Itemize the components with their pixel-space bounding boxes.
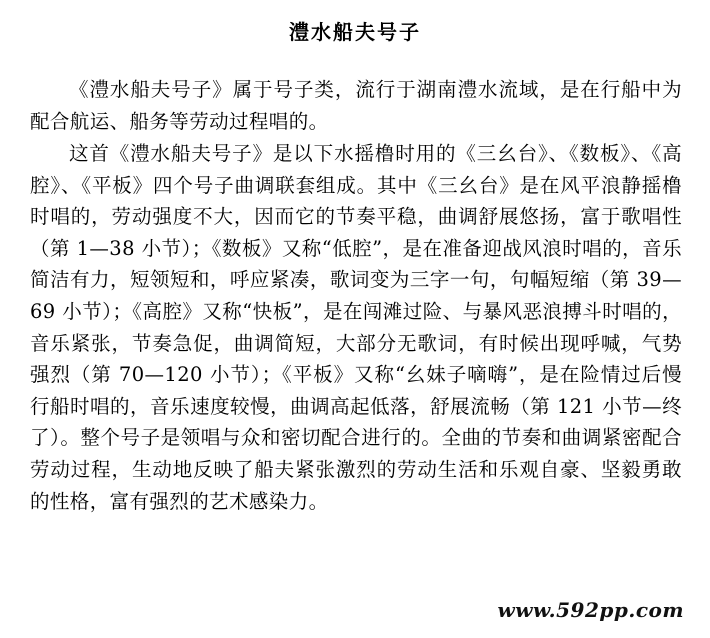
- paragraph-2: 这首《澧水船夫号子》是以下水摇橹时用的《三幺台》、《数板》、《高腔》、《平板》四个号子曲调联套组成。其中《三幺台》是在风平浪静摇橹时唱的，劳动强度不大，因而它的节奏平稳，曲调舒展悠扬，富于歌唱性（第 1—38 小节）；《数板》又称“低腔”，是在准备迎战风浪时唱的，音乐简洁有力，短领短和，呼应紧凑，歌词变为三字一句，句幅短缩（第 39—69 小节）；《高腔》又称“快板”，是在闯滩过险、与暴风恶浪搏斗时唱的，音乐紧张，节奏急促，曲调简短，大部分无歌词，有时候出现呼喊，气势强烈（第 70—120 小节）；《平板》又称“幺妹子嘀嗨”，是在险情过后慢行船时唱的，音乐速度较慢，曲调高起低落，舒展流畅（第 121 小节—终了）。整个号子是领唱与众和密切配合进行的。全曲的节奏和曲调紧密配合劳动过程，生动地反映了船夫紧张激烈的劳动生活和乐观自豪、坚毅勇敢的性格，富有强烈的艺术感染力。: [30, 142, 682, 513]
- paragraph-1: 《澧水船夫号子》属于号子类，流行于湖南澧水流域，是在行船中为配合航运、船务等劳动过程唱的。: [30, 78, 682, 133]
- document-page: [0, 18, 710, 638]
- watermark-url: www.592pp.com: [497, 598, 684, 622]
- page-title: 澧水船夫号子: [289, 20, 421, 44]
- document-body: [30, 74, 682, 517]
